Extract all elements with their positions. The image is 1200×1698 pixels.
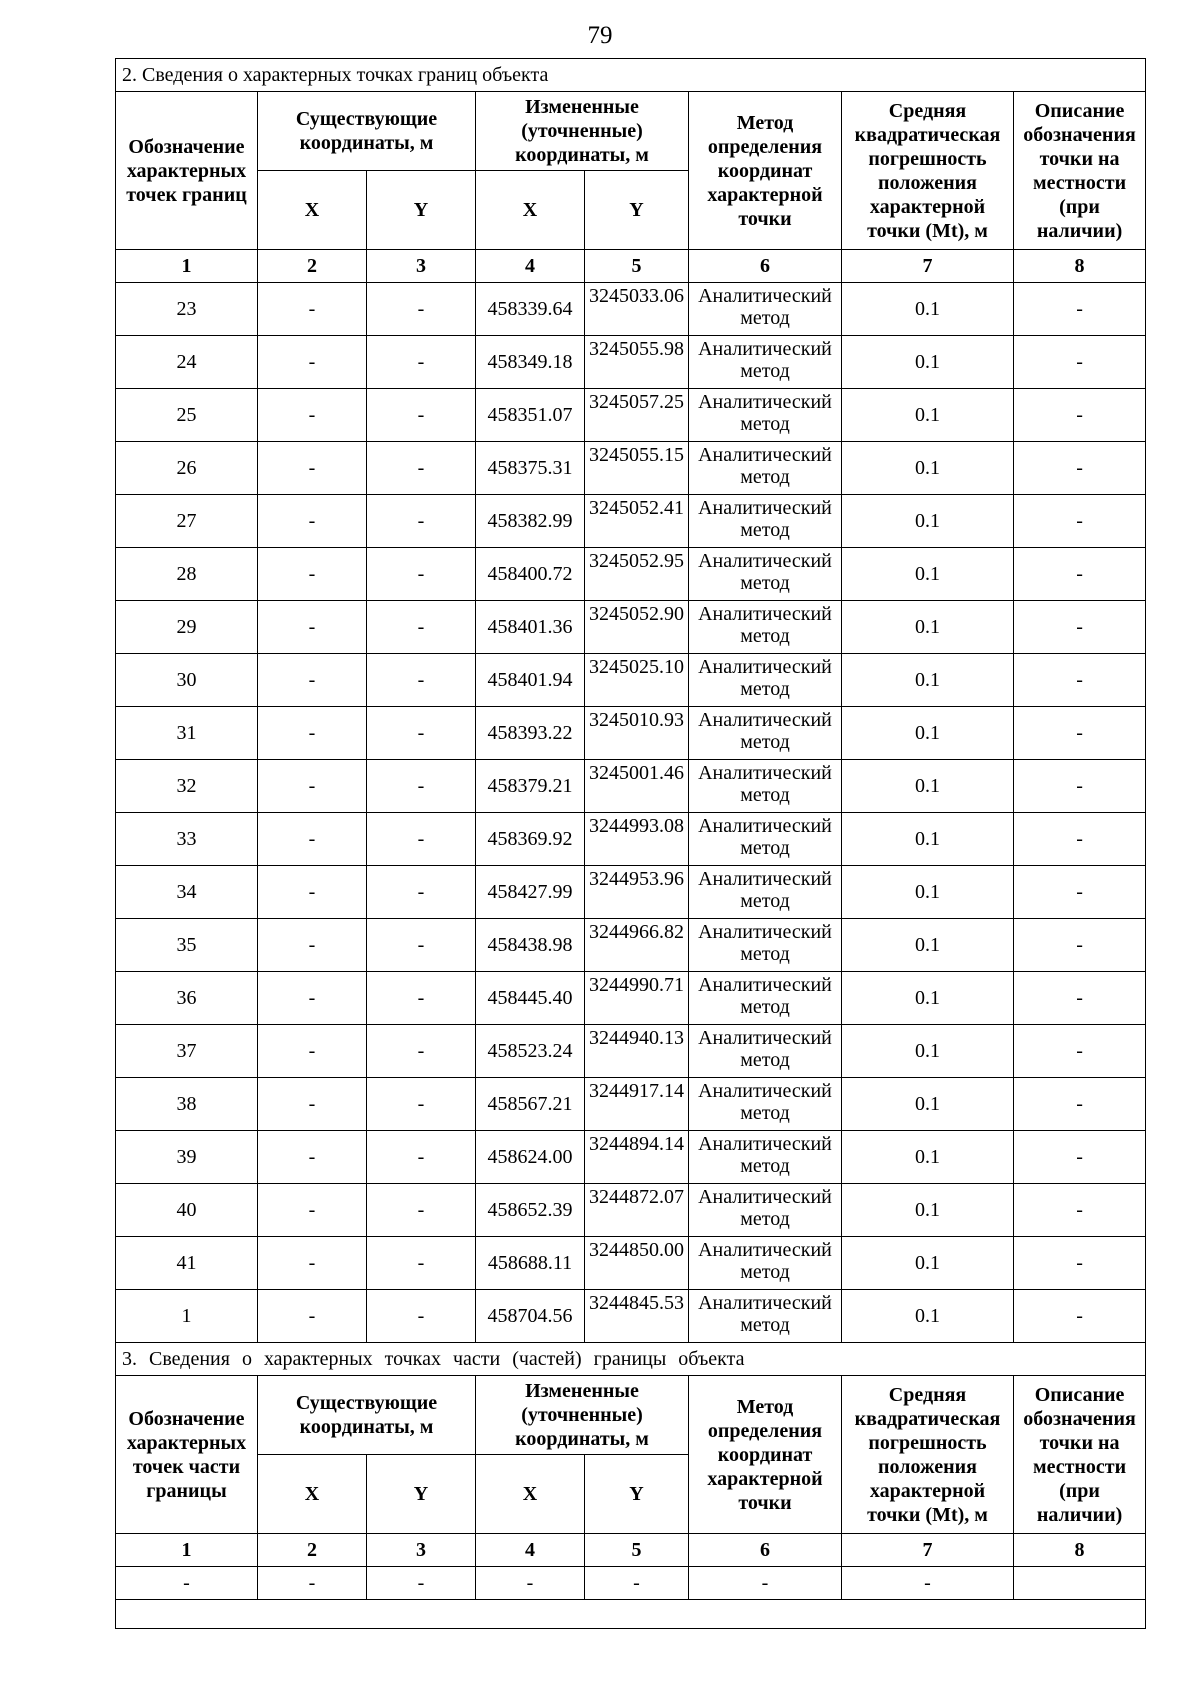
- empty-cell: -: [842, 1567, 1014, 1600]
- existing-y: -: [367, 972, 476, 1025]
- mt-error: 0.1: [842, 495, 1014, 548]
- header-description: Описание обозначения точки на местности (при наличии): [1014, 92, 1146, 250]
- method: Аналитический метод: [689, 813, 842, 866]
- mt-error: 0.1: [842, 283, 1014, 336]
- mt-error: 0.1: [842, 336, 1014, 389]
- header-method: Метод определения координат характерной точки: [689, 92, 842, 250]
- column-number: 5: [585, 250, 689, 283]
- section3-column-numbers-row: [116, 1534, 1146, 1567]
- column-number: 3: [367, 1534, 476, 1567]
- existing-x: -: [258, 866, 367, 919]
- point-id: 29: [116, 601, 258, 654]
- method: Аналитический метод: [689, 654, 842, 707]
- table-row: [116, 1025, 1146, 1078]
- changed-y: 3245001.46: [585, 760, 689, 813]
- mt-error: 0.1: [842, 1237, 1014, 1290]
- table-row: [116, 1237, 1146, 1290]
- changed-y: 3244940.13: [585, 1025, 689, 1078]
- existing-x: -: [258, 601, 367, 654]
- mt-error: 0.1: [842, 1184, 1014, 1237]
- existing-x: -: [258, 283, 367, 336]
- method: Аналитический метод: [689, 1290, 842, 1343]
- empty-cell: -: [689, 1567, 842, 1600]
- description: -: [1014, 1290, 1146, 1343]
- existing-x: -: [258, 813, 367, 866]
- changed-y: 3245033.06: [585, 283, 689, 336]
- changed-x: 458400.72: [476, 548, 585, 601]
- column-number: 8: [1014, 250, 1146, 283]
- existing-y: -: [367, 1184, 476, 1237]
- header-existing-x: X: [258, 171, 367, 250]
- column-number: 2: [258, 250, 367, 283]
- method: Аналитический метод: [689, 919, 842, 972]
- changed-x: 458427.99: [476, 866, 585, 919]
- changed-x: 458401.36: [476, 601, 585, 654]
- column-number: 8: [1014, 1534, 1146, 1567]
- section3-title: 3. Сведения о характерных точках части (частей) границы объекта: [116, 1343, 1146, 1376]
- empty-cell: -: [116, 1567, 258, 1600]
- point-id: 36: [116, 972, 258, 1025]
- header-existing-y: Y: [367, 171, 476, 250]
- description: -: [1014, 495, 1146, 548]
- existing-x: -: [258, 1078, 367, 1131]
- method: Аналитический метод: [689, 336, 842, 389]
- existing-x: -: [258, 495, 367, 548]
- point-id: 26: [116, 442, 258, 495]
- existing-x: -: [258, 336, 367, 389]
- column-number: 1: [116, 1534, 258, 1567]
- column-number: 3: [367, 250, 476, 283]
- empty-cell: -: [258, 1567, 367, 1600]
- header-changed-y: Y: [585, 171, 689, 250]
- section2-header-row: [116, 92, 1146, 171]
- description: -: [1014, 389, 1146, 442]
- point-id: 38: [116, 1078, 258, 1131]
- existing-x: -: [258, 442, 367, 495]
- existing-y: -: [367, 707, 476, 760]
- header-description: Описание обозначения точки на местности (при наличии): [1014, 1376, 1146, 1534]
- changed-y: 3245010.93: [585, 707, 689, 760]
- column-number: 2: [258, 1534, 367, 1567]
- column-number: 6: [689, 250, 842, 283]
- existing-y: -: [367, 760, 476, 813]
- table-row: [116, 601, 1146, 654]
- point-id: 30: [116, 654, 258, 707]
- mt-error: 0.1: [842, 707, 1014, 760]
- point-id: 37: [116, 1025, 258, 1078]
- point-id: 1: [116, 1290, 258, 1343]
- table-row: [116, 1567, 1146, 1600]
- method: Аналитический метод: [689, 389, 842, 442]
- changed-y: 3245052.41: [585, 495, 689, 548]
- existing-y: -: [367, 283, 476, 336]
- changed-y: 3245057.25: [585, 389, 689, 442]
- existing-y: -: [367, 601, 476, 654]
- description: -: [1014, 548, 1146, 601]
- description: -: [1014, 442, 1146, 495]
- point-id: 25: [116, 389, 258, 442]
- changed-y: 3244872.07: [585, 1184, 689, 1237]
- existing-y: -: [367, 654, 476, 707]
- table-row: [116, 336, 1146, 389]
- existing-x: -: [258, 1290, 367, 1343]
- existing-y: -: [367, 813, 476, 866]
- existing-y: -: [367, 1078, 476, 1131]
- changed-x: 458688.11: [476, 1237, 585, 1290]
- method: Аналитический метод: [689, 601, 842, 654]
- point-id: 24: [116, 336, 258, 389]
- table-row: [116, 495, 1146, 548]
- mt-error: 0.1: [842, 1025, 1014, 1078]
- method: Аналитический метод: [689, 495, 842, 548]
- changed-y: 3245055.98: [585, 336, 689, 389]
- changed-y: 3245025.10: [585, 654, 689, 707]
- table-row: [116, 972, 1146, 1025]
- table-row: [116, 389, 1146, 442]
- table-row: [116, 707, 1146, 760]
- method: Аналитический метод: [689, 972, 842, 1025]
- existing-x: -: [258, 760, 367, 813]
- existing-x: -: [258, 1237, 367, 1290]
- header-existing-coordinates: Существующие координаты, м: [258, 1376, 476, 1455]
- existing-y: -: [367, 442, 476, 495]
- table-row: [116, 654, 1146, 707]
- empty-cell: -: [367, 1567, 476, 1600]
- description: -: [1014, 1025, 1146, 1078]
- description: -: [1014, 1131, 1146, 1184]
- existing-x: -: [258, 548, 367, 601]
- changed-x: 458351.07: [476, 389, 585, 442]
- empty-cell: [1014, 1567, 1146, 1600]
- existing-y: -: [367, 866, 476, 919]
- changed-x: 458523.24: [476, 1025, 585, 1078]
- section2-title: 2. Сведения о характерных точках границ объекта: [116, 59, 1146, 92]
- method: Аналитический метод: [689, 866, 842, 919]
- existing-x: -: [258, 389, 367, 442]
- changed-y: 3244917.14: [585, 1078, 689, 1131]
- existing-y: -: [367, 919, 476, 972]
- description: -: [1014, 654, 1146, 707]
- changed-x: 458339.64: [476, 283, 585, 336]
- point-id: 27: [116, 495, 258, 548]
- column-number: 7: [842, 1534, 1014, 1567]
- description: -: [1014, 601, 1146, 654]
- changed-x: 458379.21: [476, 760, 585, 813]
- description: -: [1014, 707, 1146, 760]
- point-id: 28: [116, 548, 258, 601]
- mt-error: 0.1: [842, 1290, 1014, 1343]
- mt-error: 0.1: [842, 548, 1014, 601]
- section2-column-numbers-row: [116, 250, 1146, 283]
- table-row: [116, 548, 1146, 601]
- section3-title-row: [116, 1343, 1146, 1376]
- description: -: [1014, 1184, 1146, 1237]
- existing-x: -: [258, 707, 367, 760]
- mt-error: 0.1: [842, 866, 1014, 919]
- description: -: [1014, 813, 1146, 866]
- changed-y: 3244990.71: [585, 972, 689, 1025]
- method: Аналитический метод: [689, 707, 842, 760]
- mt-error: 0.1: [842, 919, 1014, 972]
- existing-y: -: [367, 336, 476, 389]
- mt-error: 0.1: [842, 1078, 1014, 1131]
- method: Аналитический метод: [689, 1025, 842, 1078]
- changed-x: 458401.94: [476, 654, 585, 707]
- existing-x: -: [258, 1184, 367, 1237]
- existing-x: -: [258, 1131, 367, 1184]
- existing-y: -: [367, 548, 476, 601]
- description: -: [1014, 866, 1146, 919]
- point-id: 40: [116, 1184, 258, 1237]
- header-error: Средняя квадратическая погрешность положения характерной точки (Mt), м: [842, 1376, 1014, 1534]
- changed-x: 458393.22: [476, 707, 585, 760]
- existing-x: -: [258, 972, 367, 1025]
- table-row: [116, 283, 1146, 336]
- description: -: [1014, 1078, 1146, 1131]
- header-changed-x: X: [476, 1455, 585, 1534]
- table-row: [116, 813, 1146, 866]
- description: -: [1014, 1237, 1146, 1290]
- table-row: [116, 1078, 1146, 1131]
- header-point-designation: Обозначение характерных точек части границы: [116, 1376, 258, 1534]
- header-point-designation: Обозначение характерных точек границ: [116, 92, 258, 250]
- empty-cell: -: [585, 1567, 689, 1600]
- description: -: [1014, 760, 1146, 813]
- existing-y: -: [367, 495, 476, 548]
- existing-y: -: [367, 389, 476, 442]
- changed-x: 458652.39: [476, 1184, 585, 1237]
- table-row: [116, 1290, 1146, 1343]
- table-row: [116, 866, 1146, 919]
- changed-y: 3244993.08: [585, 813, 689, 866]
- mt-error: 0.1: [842, 389, 1014, 442]
- blank-row: [116, 1600, 1146, 1629]
- method: Аналитический метод: [689, 1078, 842, 1131]
- column-number: 6: [689, 1534, 842, 1567]
- changed-y: 3244966.82: [585, 919, 689, 972]
- mt-error: 0.1: [842, 654, 1014, 707]
- page-number: 79: [587, 22, 613, 49]
- table-row: [116, 760, 1146, 813]
- empty-cell: -: [476, 1567, 585, 1600]
- changed-x: 458438.98: [476, 919, 585, 972]
- changed-y: 3244845.53: [585, 1290, 689, 1343]
- mt-error: 0.1: [842, 972, 1014, 1025]
- column-number: 5: [585, 1534, 689, 1567]
- point-id: 39: [116, 1131, 258, 1184]
- header-changed-y: Y: [585, 1455, 689, 1534]
- header-method: Метод определения координат характерной точки: [689, 1376, 842, 1534]
- header-existing-coordinates: Существующие координаты, м: [258, 92, 476, 171]
- method: Аналитический метод: [689, 442, 842, 495]
- method: Аналитический метод: [689, 1184, 842, 1237]
- existing-y: -: [367, 1025, 476, 1078]
- existing-x: -: [258, 654, 367, 707]
- changed-y: 3245052.95: [585, 548, 689, 601]
- description: -: [1014, 919, 1146, 972]
- section2-title-row: [116, 59, 1146, 92]
- blank-cell: [116, 1600, 1146, 1629]
- point-id: 41: [116, 1237, 258, 1290]
- method: Аналитический метод: [689, 1131, 842, 1184]
- section3-header-row: [116, 1376, 1146, 1455]
- mt-error: 0.1: [842, 601, 1014, 654]
- method: Аналитический метод: [689, 760, 842, 813]
- header-existing-x: X: [258, 1455, 367, 1534]
- existing-y: -: [367, 1131, 476, 1184]
- point-id: 31: [116, 707, 258, 760]
- header-existing-y: Y: [367, 1455, 476, 1534]
- changed-x: 458624.00: [476, 1131, 585, 1184]
- changed-y: 3244894.14: [585, 1131, 689, 1184]
- existing-x: -: [258, 1025, 367, 1078]
- header-changed-coordinates: Измененные (уточненные) координаты, м: [476, 1376, 689, 1455]
- method: Аналитический метод: [689, 548, 842, 601]
- existing-y: -: [367, 1237, 476, 1290]
- point-id: 34: [116, 866, 258, 919]
- table-row: [116, 919, 1146, 972]
- changed-x: 458567.21: [476, 1078, 585, 1131]
- point-id: 32: [116, 760, 258, 813]
- mt-error: 0.1: [842, 760, 1014, 813]
- header-error: Средняя квадратическая погрешность положения характерной точки (Mt), м: [842, 92, 1014, 250]
- description: -: [1014, 336, 1146, 389]
- mt-error: 0.1: [842, 813, 1014, 866]
- changed-x: 458704.56: [476, 1290, 585, 1343]
- column-number: 7: [842, 250, 1014, 283]
- description: -: [1014, 283, 1146, 336]
- mt-error: 0.1: [842, 442, 1014, 495]
- changed-y: 3245052.90: [585, 601, 689, 654]
- header-changed-x: X: [476, 171, 585, 250]
- header-changed-coordinates: Измененные (уточненные) координаты, м: [476, 92, 689, 171]
- changed-x: 458382.99: [476, 495, 585, 548]
- method: Аналитический метод: [689, 283, 842, 336]
- changed-x: 458445.40: [476, 972, 585, 1025]
- description: -: [1014, 972, 1146, 1025]
- table-row: [116, 1131, 1146, 1184]
- point-id: 23: [116, 283, 258, 336]
- existing-y: -: [367, 1290, 476, 1343]
- table-row: [116, 442, 1146, 495]
- changed-x: 458375.31: [476, 442, 585, 495]
- existing-x: -: [258, 919, 367, 972]
- column-number: 4: [476, 1534, 585, 1567]
- method: Аналитический метод: [689, 1237, 842, 1290]
- changed-y: 3244850.00: [585, 1237, 689, 1290]
- mt-error: 0.1: [842, 1131, 1014, 1184]
- column-number: 4: [476, 250, 585, 283]
- table-row: [116, 1184, 1146, 1237]
- changed-x: 458349.18: [476, 336, 585, 389]
- changed-x: 458369.92: [476, 813, 585, 866]
- changed-y: 3244953.96: [585, 866, 689, 919]
- boundary-points-table: [115, 58, 1146, 1629]
- point-id: 33: [116, 813, 258, 866]
- changed-y: 3245055.15: [585, 442, 689, 495]
- point-id: 35: [116, 919, 258, 972]
- column-number: 1: [116, 250, 258, 283]
